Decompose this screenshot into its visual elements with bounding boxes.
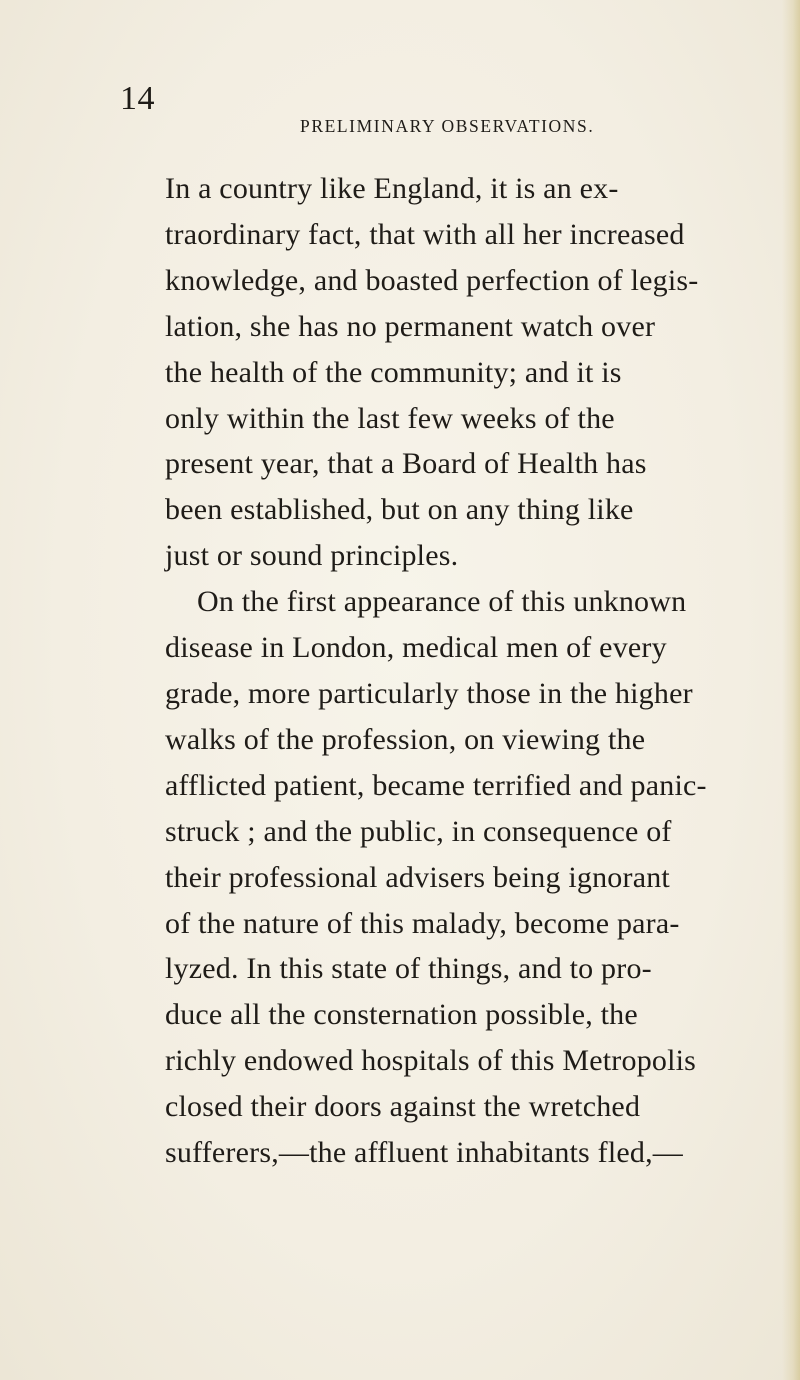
text-line: afflicted patient, became terrified and panic- — [165, 768, 707, 802]
text-line: struck ; and the public, in consequence of — [165, 814, 672, 848]
text-line: been established, but on any thing like — [165, 493, 634, 527]
text-line: walks of the profession, on viewing the — [165, 722, 646, 756]
text-line: In a country like England, it is an ex- — [165, 172, 619, 205]
text-line: present year, that a Board of Health has — [165, 447, 647, 481]
page-number: 14 — [120, 80, 155, 117]
text-line: On the first appearance of this unknown — [197, 585, 687, 619]
text-line: the health of the community; and it is — [165, 355, 622, 389]
text-line: knowledge, and boasted perfection of legis- — [165, 263, 699, 297]
text-line: of the nature of this malady, become para- — [165, 906, 680, 940]
text-line: closed their doors against the wretched — [165, 1090, 641, 1124]
text-line: duce all the consternation possible, the — [165, 998, 638, 1032]
running-head: PRELIMINARY OBSERVATIONS. — [300, 116, 595, 136]
text-line: sufferers,—the affluent inhabitants fled,— — [165, 1136, 683, 1170]
text-line: just or sound principles. — [165, 539, 459, 573]
page-edge-shadow — [782, 0, 800, 1380]
body-text — [165, 166, 745, 1176]
text-line: traordinary fact, that with all her increased — [165, 217, 685, 251]
text-line: lation, she has no permanent watch over — [165, 309, 656, 343]
text-line: disease in London, medical men of every — [165, 631, 667, 665]
text-line: their professional advisers being ignorant — [165, 860, 670, 894]
text-line: grade, more particularly those in the higher — [165, 676, 693, 710]
text-line: lyzed. In this state of things, and to pro- — [165, 952, 652, 986]
text-line: richly endowed hospitals of this Metropolis — [165, 1044, 697, 1078]
text-line: only within the last few weeks of the — [165, 401, 615, 435]
